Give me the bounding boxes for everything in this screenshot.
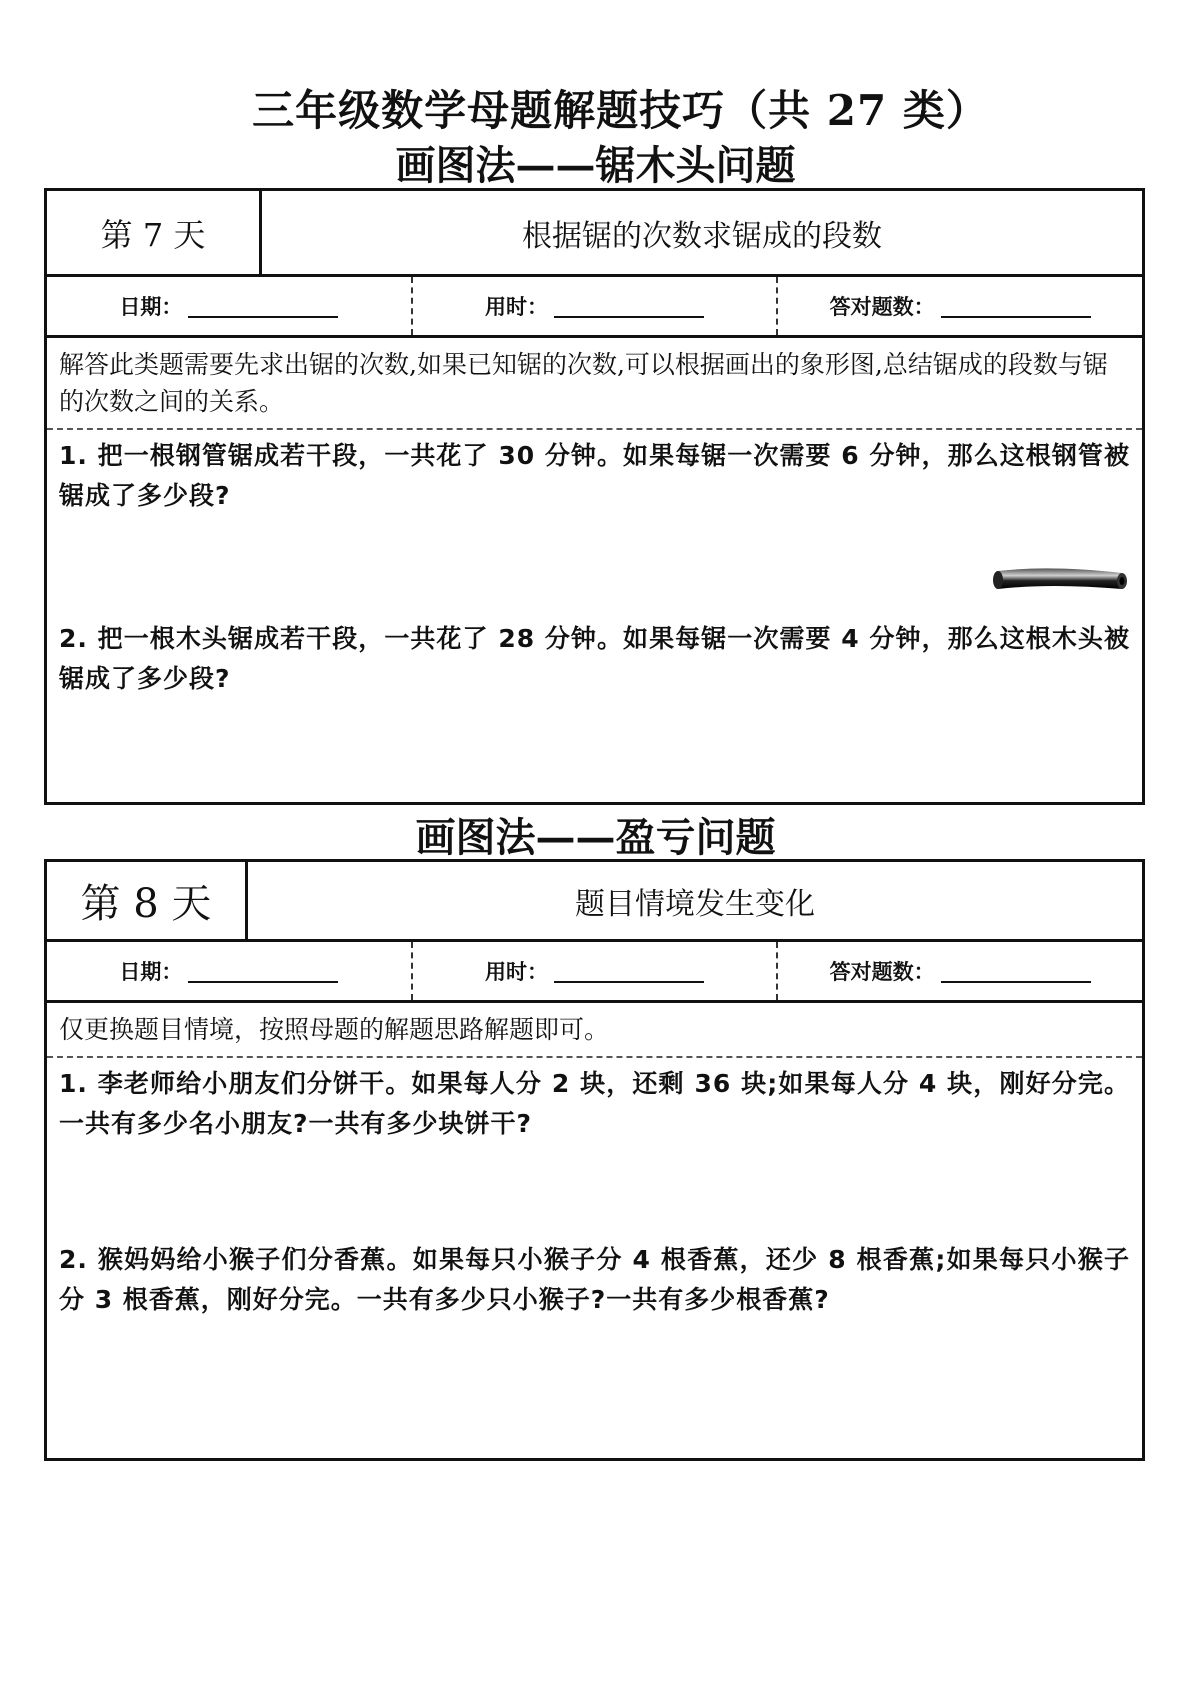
topic-label: 根据锯的次数求锯成的段数 [522,218,882,254]
card-header [47,862,1142,942]
time-field[interactable] [411,942,777,1000]
topic-label: 题目情境发生变化 [575,886,815,922]
date-field[interactable] [47,942,411,1000]
method-intro: 仅更换题目情境，按照母题的解题思路解题即可。 [47,1003,1142,1058]
time-label: 用时： [485,960,548,984]
record-row [47,277,1142,338]
time-blank[interactable] [554,294,704,318]
time-label: 用时： [485,295,548,319]
correct-count-label: 答对题数： [829,960,935,984]
record-row [47,942,1142,1003]
date-blank[interactable] [188,294,338,318]
time-blank[interactable] [554,959,704,983]
correct-count-blank[interactable] [941,959,1091,983]
card-header [47,191,1142,277]
date-label: 日期： [119,960,183,984]
date-field[interactable] [47,277,411,335]
question-2: 2. 把一根木头锯成若干段，一共花了 28 分钟。如果每锯一次需要 4 分钟，那么这根木头被锯成了多少段? [59,624,1130,693]
time-field[interactable] [411,277,777,335]
section-heading: 画图法——盈亏问题 [415,814,776,861]
correct-count-field[interactable] [776,942,1142,1000]
question-2: 2. 猴妈妈给小猴子们分香蕉。如果每只小猴子分 4 根香蕉，还少 8 根香蕉;如果每只小猴子分 3 根香蕉，刚好分完。一共有多少只小猴子?一共有多少根香蕉? [59,1245,1130,1314]
correct-count-field[interactable] [776,277,1142,335]
section-heading: 画图法——锯木头问题 [395,142,796,189]
date-label: 日期： [119,295,183,319]
page-title: 三年级数学母题解题技巧（共 27 类） [252,86,989,135]
day-label: 第 8 天 [47,862,248,939]
method-intro: 解答此类题需要先求出锯的次数,如果已知锯的次数,可以根据画出的象形图,总结锯成的段数与锯的次数之间的关系。 [47,338,1142,430]
correct-count-blank[interactable] [941,294,1091,318]
steel-pipe-image [990,561,1130,601]
question-1: 1. 把一根钢管锯成若干段，一共花了 30 分钟。如果每锯一次需要 6 分钟，那么这根钢管被锯成了多少段? [59,441,1130,510]
question-1: 1. 李老师给小朋友们分饼干。如果每人分 2 块，还剩 36 块;如果每人分 4 块，刚好分完。一共有多少名小朋友?一共有多少块饼干? [59,1069,1130,1138]
date-blank[interactable] [188,959,338,983]
exercise-card [44,859,1145,1461]
day-label: 第 7 天 [47,191,262,274]
exercise-card [44,188,1145,805]
correct-count-label: 答对题数： [829,295,935,319]
